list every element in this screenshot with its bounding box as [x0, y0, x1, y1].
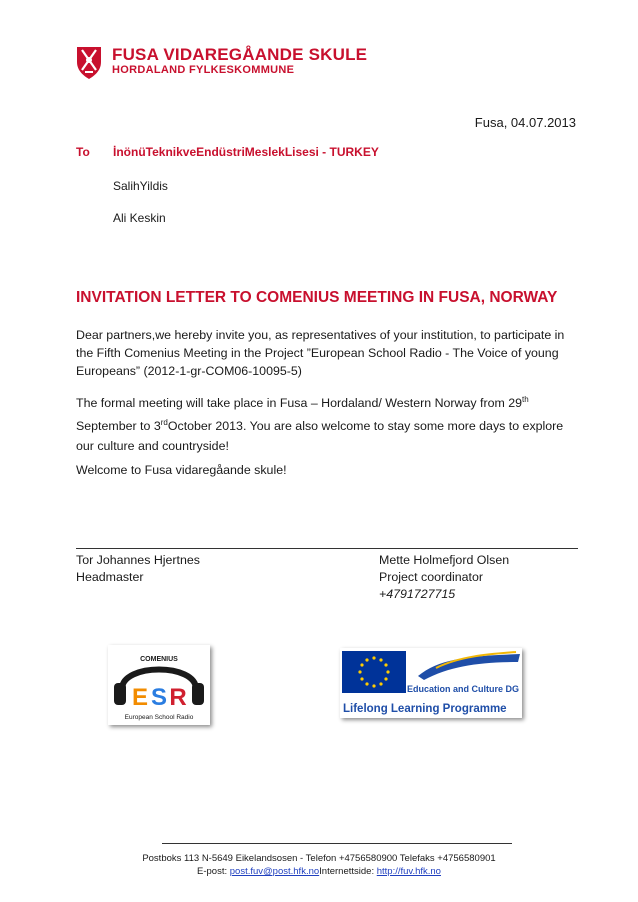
esr-letter-r: R	[169, 684, 187, 711]
signer-name: Tor Johannes Hjertnes	[76, 553, 200, 567]
eu-lifelong-learning-logo	[340, 648, 522, 718]
signature-left	[76, 552, 200, 586]
recipient-name: Ali Keskin	[113, 211, 166, 225]
body-paragraph: The formal meeting will take place in Fusa – Hordaland/ Western Norway from 29th September to 3rdOctober 2013. You are also welcome to stay some more days to explore our culture and countryside!	[76, 395, 564, 454]
esr-letter-e: E	[131, 684, 149, 711]
footer-address: Postboks 113 N-5649 Eikelandsosen - Telefon +4756580900 Telefaks +4756580901	[142, 853, 496, 864]
esr-caption: European School Radio	[124, 714, 194, 721]
signer-name: Mette Holmefjord Olsen	[379, 553, 510, 567]
signer-title: Project coordinator	[379, 570, 483, 584]
signer-phone: +4791727715	[379, 587, 456, 601]
email-link[interactable]: post.fuv@post.hfk.no	[229, 866, 320, 877]
letter-heading: INVITATION LETTER TO COMENIUS MEETING IN FUSA, NORWAY	[76, 289, 558, 306]
website-link[interactable]: http://fuv.hfk.no	[376, 866, 441, 877]
footer-divider	[162, 843, 512, 844]
signer-title: Headmaster	[76, 570, 144, 584]
school-name: FUSA VIDAREGÅANDE SKULE	[112, 45, 368, 64]
esr-logo	[108, 645, 210, 725]
dg-text: Education and Culture DG	[406, 684, 519, 694]
footer-contacts	[0, 866, 638, 877]
recipient-organization: İnönüTeknikveEndüstriMeslekLisesi - TURKEY	[113, 145, 379, 159]
recipient-name: SalihYildis	[113, 179, 168, 193]
school-crest-icon	[75, 44, 103, 85]
letter-date: Fusa, 04.07.2013	[474, 115, 576, 130]
esr-letter-s: S	[150, 684, 168, 711]
county-name: HORDALAND FYLKESKOMMUNE	[112, 64, 295, 76]
signature-right	[379, 552, 509, 603]
programme-text: Lifelong Learning Programme	[343, 703, 507, 715]
web-label: Internettside:	[319, 866, 377, 877]
body-paragraph: Dear partners,we hereby invite you, as representatives of your institution, to participate in the Fifth Comenius Meeting in the Project ”European School Radio - The Voice of young Europeans” (2012-1-gr-COM06-10095-5)	[76, 328, 565, 378]
to-label: To	[76, 145, 90, 159]
esr-arc-text: COMENIUS	[140, 656, 178, 663]
signature-divider	[76, 548, 578, 549]
body-paragraph: Welcome to Fusa vidaregåande skule!	[76, 463, 287, 477]
epost-label: E-post:	[197, 866, 230, 877]
